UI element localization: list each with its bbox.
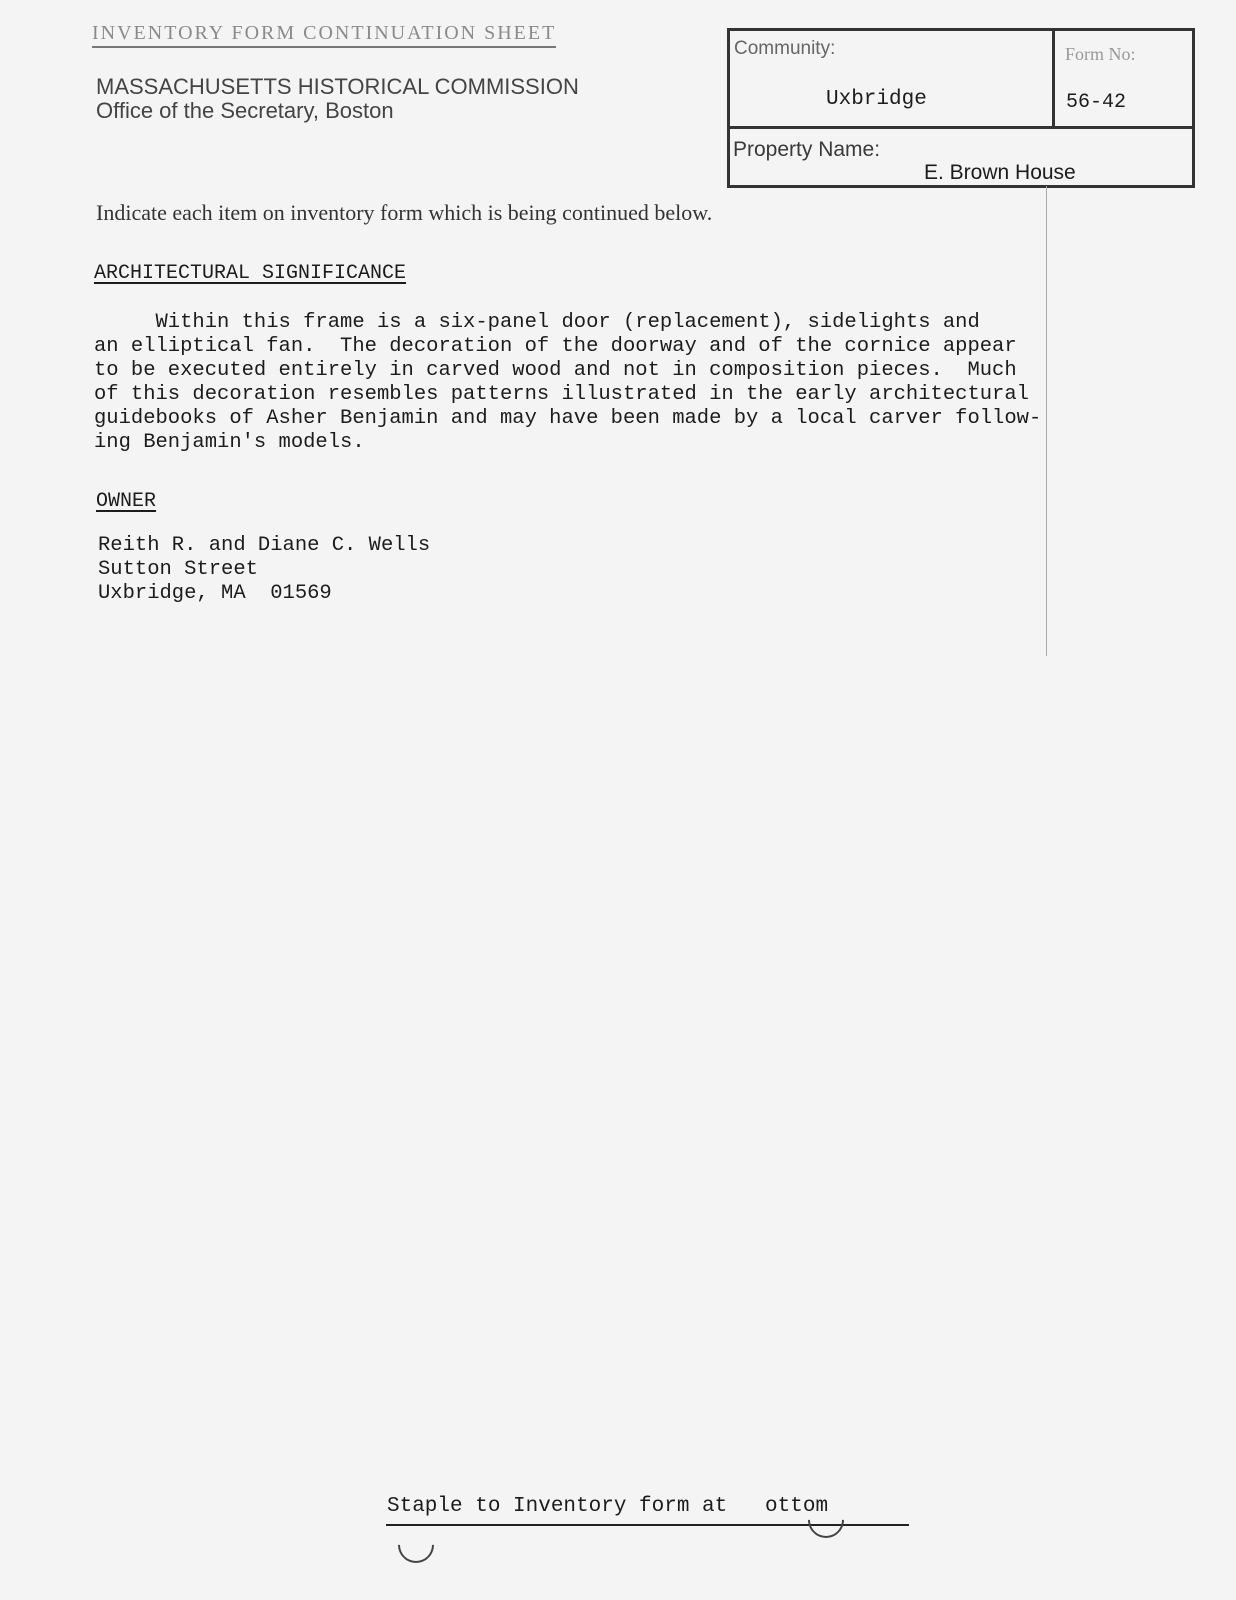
staple-instruction: Staple to Inventory form at ottom [387,1495,829,1518]
owner-names: Reith R. and Diane C. Wells [98,534,431,557]
box-divider-vertical [1052,28,1055,129]
community-value: Uxbridge [826,88,927,111]
punch-hole-mark [391,1520,442,1571]
instruction-text: Indicate each item on inventory form which is being continued below. [96,200,713,225]
owner-heading: OWNER [96,490,157,513]
paragraph-line: of this decoration resembles patterns illustrated in the early architectural [94,383,1029,406]
form-number-value: 56-42 [1066,91,1127,114]
property-name-value: E. Brown House [924,161,1076,184]
owner-street: Sutton Street [98,558,258,581]
paragraph-line: Within this frame is a six-panel door (replacement), sidelights and [94,311,980,334]
office-line: Office of the Secretary, Boston [96,98,394,123]
owner-city: Uxbridge, MA 01569 [98,582,332,605]
architectural-significance-heading: ARCHITECTURAL SIGNIFICANCE [94,262,407,285]
form-number-label: Form No: [1065,44,1136,64]
margin-fold-line [1046,186,1047,656]
box-divider-horizontal [727,126,1195,129]
commission-name: MASSACHUSETTS HISTORICAL COMMISSION [96,74,579,99]
architectural-significance-text [94,311,1041,455]
community-label: Community: [734,38,836,59]
owner-address [98,534,430,606]
form-title: INVENTORY FORM CONTINUATION SHEET [92,22,556,48]
paragraph-line: guidebooks of Asher Benjamin and may have been made by a local carver follow- [94,407,1042,430]
paragraph-line: an elliptical fan. The decoration of the doorway and of the cornice appear [94,335,1017,358]
paragraph-line: to be executed entirely in carved wood and not in composition pieces. Much [94,359,1017,382]
property-name-label: Property Name: [733,138,881,161]
paragraph-line: ing Benjamin's models. [94,431,365,454]
